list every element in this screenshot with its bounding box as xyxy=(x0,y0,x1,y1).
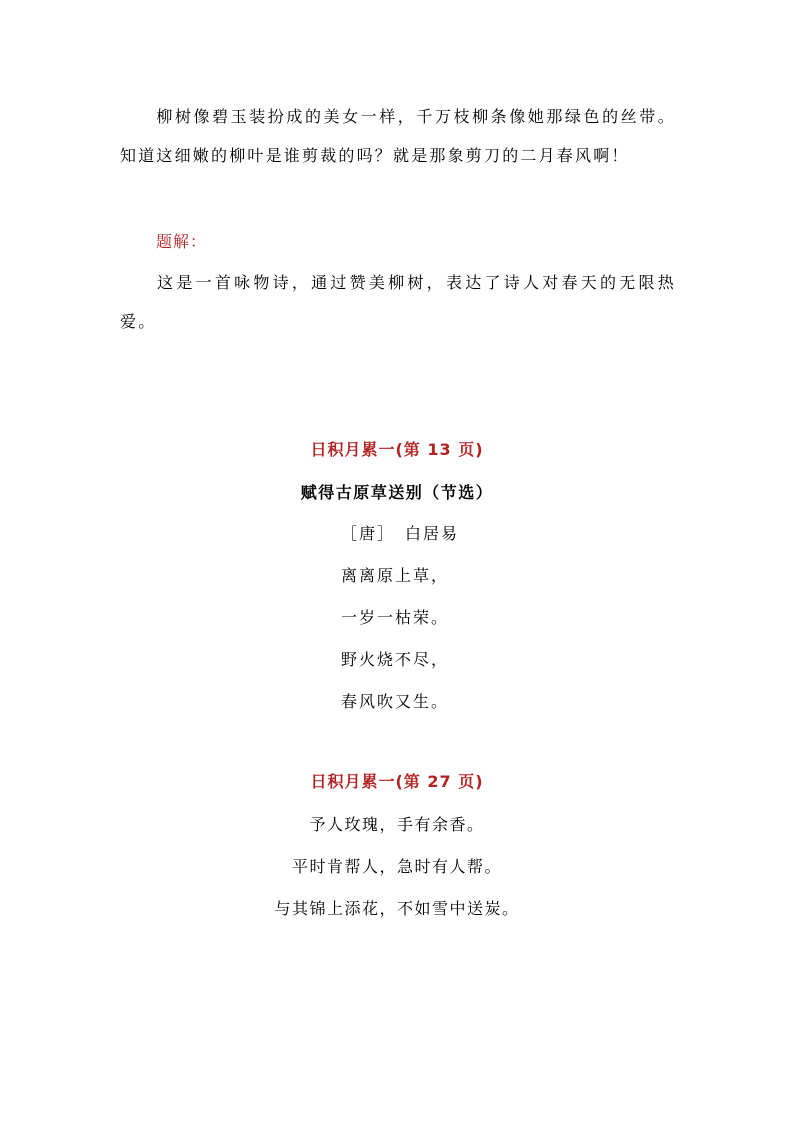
explanation-label: 题解： xyxy=(156,232,208,251)
poem-line: 离离原上草， xyxy=(341,566,450,585)
poem-title: 赋得古原草送别（节选） xyxy=(300,483,494,502)
proverb-line: 平时肯帮人，急时有人帮。 xyxy=(291,857,502,876)
poem-line: 春风吹又生。 xyxy=(341,692,450,711)
section2-heading: 日积月累一(第 27 页) xyxy=(310,772,484,791)
poem-line: 野火烧不尽， xyxy=(341,650,450,669)
poem-author: ［唐］ 白居易 xyxy=(341,524,460,543)
explanation-text: 这是一首咏物诗，通过赞美柳树，表达了诗人对春天的无限热爱。 xyxy=(120,273,676,331)
proverb-line: 与其锦上添花，不如雪中送炭。 xyxy=(274,899,520,918)
translation-text: 柳树像碧玉装扮成的美女一样，千万枝柳条像她那绿色的丝带。知道这细嫩的柳叶是谁剪裁的吗？就是那象剪刀的二月春风啊！ xyxy=(120,107,676,165)
poem-line: 一岁一枯荣。 xyxy=(341,608,450,627)
explanation-paragraph xyxy=(120,263,676,341)
proverb-line: 予人玫瑰，手有余香。 xyxy=(309,815,485,834)
translation-paragraph xyxy=(120,97,676,175)
section1-heading: 日积月累一(第 13 页) xyxy=(310,440,484,459)
